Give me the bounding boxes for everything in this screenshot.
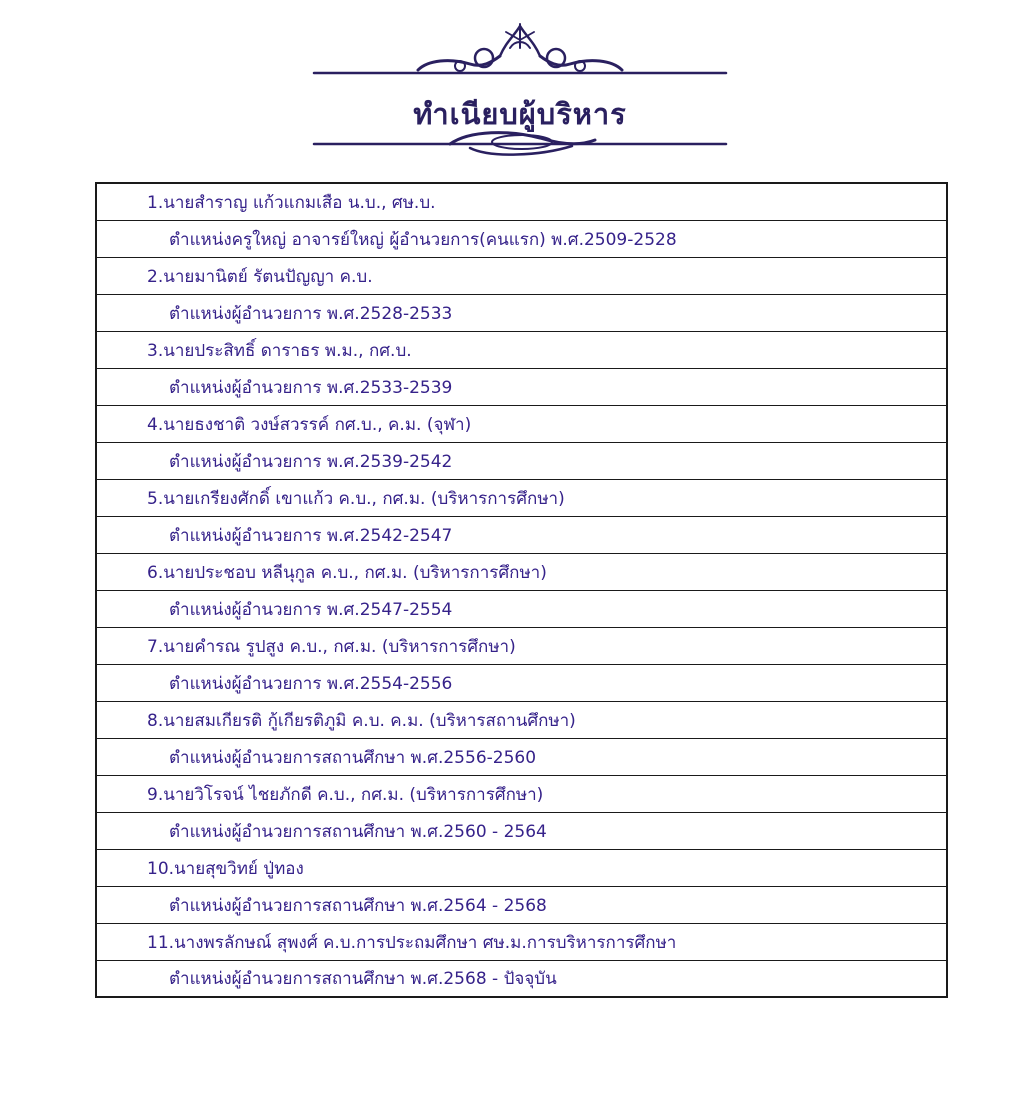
flourish-ornament-icon	[310, 18, 730, 158]
director-position-row: ตำแหน่งผู้อำนวยการ พ.ศ.2542-2547	[97, 517, 946, 554]
director-position-row: ตำแหน่งผู้อำนวยการสถานศึกษา พ.ศ.2560 - 2564	[97, 813, 946, 850]
director-name-row: 5.นายเกรียงศักดิ์ เขาแก้ว ค.บ., กศ.ม. (บริหารการศึกษา)	[97, 480, 946, 517]
page-title: ทำเนียบผู้บริหาร	[413, 97, 627, 131]
director-name-row: 4.นายธงชาติ วงษ์สวรรค์ กศ.บ., ค.ม. (จุฬา)	[97, 406, 946, 443]
director-position-row: ตำแหน่งผู้อำนวยการ พ.ศ.2547-2554	[97, 591, 946, 628]
director-name-row: 3.นายประสิทธิ์ ดาราธร พ.ม., กศ.บ.	[97, 332, 946, 369]
director-name-row: 7.นายคำรณ รูปสูง ค.บ., กศ.ม. (บริหารการศึกษา)	[97, 628, 946, 665]
director-name-row: 2.นายมานิตย์ รัตนปัญญา ค.บ.	[97, 258, 946, 295]
director-position-row: ตำแหน่งผู้อำนวยการสถานศึกษา พ.ศ.2564 - 2568	[97, 887, 946, 924]
director-name-row: 1.นายสำราญ แก้วแกมเสือ น.บ., ศษ.บ.	[97, 184, 946, 221]
director-position-row: ตำแหน่งผู้อำนวยการสถานศึกษา พ.ศ.2568 - ปัจจุบัน	[169, 969, 557, 989]
director-name-row: 6.นายประชอบ หลีนุกูล ค.บ., กศ.ม. (บริหารการศึกษา)	[97, 554, 946, 591]
director-name-row: 9.นายวิโรจน์ ไชยภักดี ค.บ., กศ.ม. (บริหารการศึกษา)	[97, 776, 946, 813]
director-name-row: 11.นางพรลักษณ์ สุพงศ์ ค.บ.การประถมศึกษา ศษ.ม.การบริหารการศึกษา	[97, 924, 946, 961]
page-header	[310, 18, 730, 158]
director-position-row: ตำแหน่งครูใหญ่ อาจารย์ใหญ่ ผู้อำนวยการ(คนแรก) พ.ศ.2509-2528	[97, 221, 946, 258]
director-position-row: ตำแหน่งผู้อำนวยการ พ.ศ.2539-2542	[97, 443, 946, 480]
director-name-row: 10.นายสุขวิทย์ ปู่ทอง	[97, 850, 946, 887]
director-position-row: ตำแหน่งผู้อำนวยการ พ.ศ.2528-2533	[97, 295, 946, 332]
director-position-row: ตำแหน่งผู้อำนวยการ พ.ศ.2533-2539	[97, 369, 946, 406]
director-position-row: ตำแหน่งผู้อำนวยการสถานศึกษา พ.ศ.2556-2560	[97, 739, 946, 776]
director-name-row: 8.นายสมเกียรติ กู้เกียรติภูมิ ค.บ. ค.ม. (บริหารสถานศึกษา)	[97, 702, 946, 739]
director-position-row: ตำแหน่งผู้อำนวยการ พ.ศ.2554-2556	[97, 665, 946, 702]
directors-table	[95, 182, 948, 998]
